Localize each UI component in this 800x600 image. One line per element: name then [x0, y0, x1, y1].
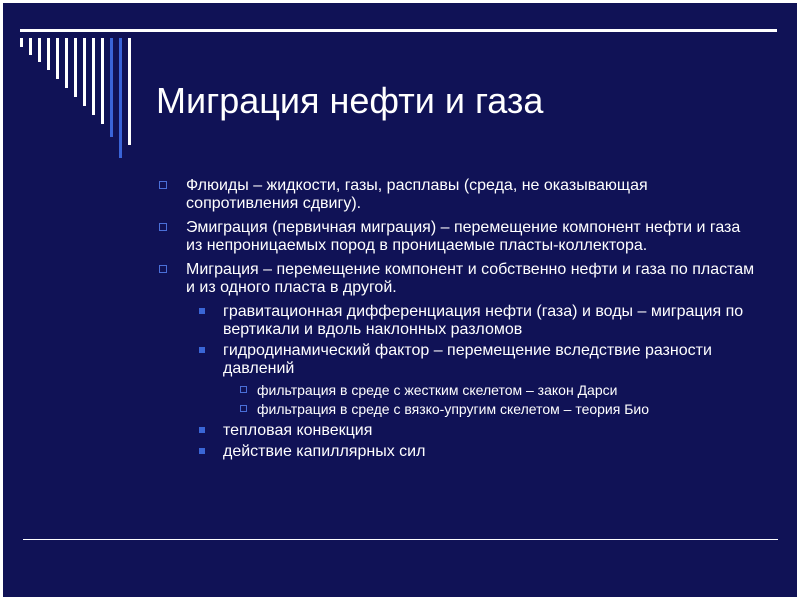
- bullet-text: Эмиграция (первичная миграция) – перемещение компонент нефти и газа из непроницаемых пород в проницаемые пласты-коллектора.: [186, 219, 741, 254]
- stripe: [128, 38, 131, 145]
- bullet-item: [156, 177, 756, 213]
- sub-bullet-item: [156, 342, 756, 378]
- bullet-text: Миграция – перемещение компонент и собственно нефти и газа по пластам и из одного пласта в другой.: [186, 261, 755, 296]
- filled-square-bullet-icon: [199, 347, 205, 353]
- stripe: [20, 38, 23, 47]
- bullet-item: [156, 261, 756, 297]
- sub-sub-bullet-text: фильтрация в среде с жестким скелетом – закон Дарси: [257, 382, 618, 398]
- filled-square-bullet-icon: [199, 427, 205, 433]
- sub-bullet-text: действие капиллярных сил: [223, 443, 426, 460]
- sub-bullet-item: [156, 303, 756, 339]
- stripe: [101, 38, 104, 124]
- sub-sub-bullet-item: [156, 400, 756, 419]
- stripe: [47, 38, 50, 70]
- stripe: [119, 38, 122, 158]
- stripe: [38, 38, 41, 62]
- bullet-text: Флюиды – жидкости, газы, расплавы (среда, не оказывающая сопротивления сдвигу).: [186, 177, 648, 212]
- sub-bullet-item: [156, 443, 756, 461]
- sub-bullet-text: гидродинамический фактор – перемещение вследствие разности давлений: [223, 342, 712, 377]
- sub-bullet-text: гравитационная дифференциация нефти (газа) и воды – миграция по вертикали и вдоль наклонных разломов: [223, 303, 744, 338]
- stripe: [29, 38, 32, 55]
- hollow-square-bullet-icon: [240, 405, 247, 412]
- slide-body: [156, 177, 756, 464]
- sub-bullet-item: [156, 422, 756, 440]
- stripe: [83, 38, 86, 106]
- bottom-rule: [23, 539, 778, 540]
- stripe: [74, 38, 77, 97]
- sub-sub-bullet-text: фильтрация в среде с вязко-упругим скелетом – теория Био: [257, 401, 650, 417]
- top-rule: [20, 29, 777, 32]
- stripe: [56, 38, 59, 79]
- filled-square-bullet-icon: [199, 448, 205, 454]
- sub-sub-bullet-list: [156, 381, 756, 419]
- stripe: [92, 38, 95, 115]
- slide: [3, 3, 797, 597]
- bullet-item: [156, 219, 756, 255]
- sub-sub-bullet-item: [156, 381, 756, 400]
- filled-square-bullet-icon: [199, 308, 205, 314]
- hollow-square-bullet-icon: [240, 386, 247, 393]
- sub-bullet-text: тепловая конвекция: [223, 422, 373, 439]
- slide-title: Миграция нефти и газа: [156, 80, 544, 121]
- stripe: [65, 38, 68, 88]
- hollow-square-bullet-icon: [159, 181, 167, 189]
- hollow-square-bullet-icon: [159, 265, 167, 273]
- stripe: [110, 38, 113, 137]
- hollow-square-bullet-icon: [159, 223, 167, 231]
